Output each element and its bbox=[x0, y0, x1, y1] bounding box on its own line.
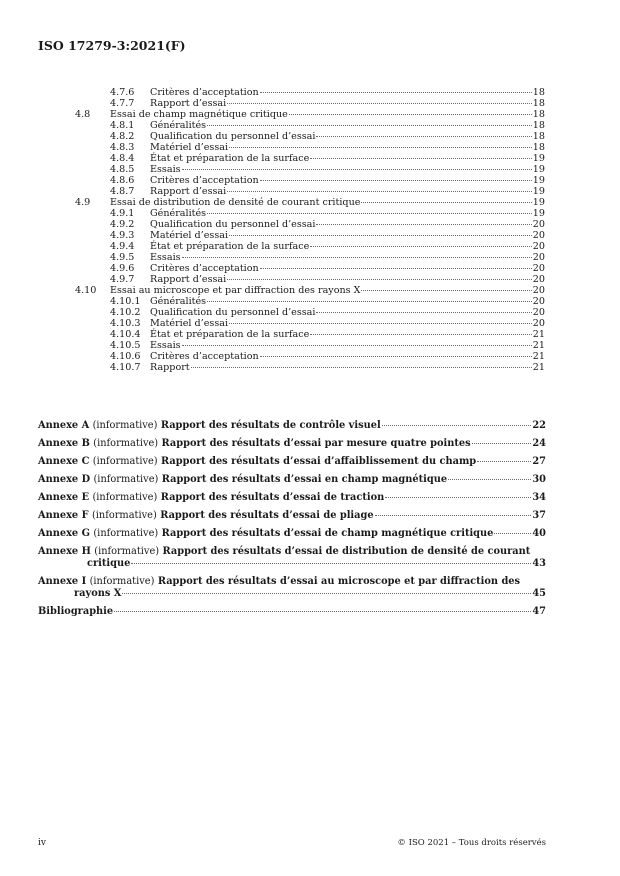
leader-dots bbox=[260, 180, 532, 181]
toc-entry[interactable] bbox=[0, 351, 620, 362]
toc-entry-page: 20 bbox=[532, 285, 545, 296]
bibliography-label: Bibliographie bbox=[38, 606, 114, 617]
toc-entry-page: 18 bbox=[532, 120, 545, 131]
leader-dots bbox=[207, 213, 532, 214]
toc-annex-a[interactable] bbox=[38, 420, 546, 432]
leader-dots bbox=[207, 125, 532, 126]
toc-entry[interactable] bbox=[0, 274, 620, 285]
toc-entry[interactable] bbox=[0, 285, 620, 296]
toc-entry-number: 4.9.6 bbox=[110, 263, 135, 274]
toc-entry-page: 20 bbox=[532, 241, 545, 252]
toc-entry[interactable] bbox=[0, 208, 620, 219]
annex-label: Annexe E bbox=[38, 492, 90, 503]
toc-entry-title: Qualification du personnel d’essai bbox=[150, 219, 316, 230]
toc-entry-title: Critères d’acceptation bbox=[150, 87, 259, 98]
toc-entry-number: 4.9.3 bbox=[110, 230, 135, 241]
leader-dots bbox=[472, 443, 532, 444]
toc-entry-title: Essais bbox=[150, 164, 181, 175]
annex-title-continued: rayons X bbox=[74, 588, 122, 599]
toc-entry-number: 4.8.6 bbox=[110, 175, 135, 186]
toc-annex-c[interactable] bbox=[38, 456, 546, 468]
annex-type: (informative) bbox=[93, 528, 159, 539]
leader-dots bbox=[191, 367, 532, 368]
leader-dots bbox=[361, 290, 531, 291]
toc-entry-number: 4.10 bbox=[75, 285, 97, 296]
toc-entry-number: 4.9.4 bbox=[110, 241, 135, 252]
toc-entry[interactable] bbox=[0, 197, 620, 208]
toc-entry-number: 4.8.3 bbox=[110, 142, 135, 153]
toc-entry-title: Essai de champ magnétique critique bbox=[110, 109, 288, 120]
leader-dots bbox=[260, 268, 532, 269]
leader-dots bbox=[229, 235, 532, 236]
toc-entry-number: 4.8.7 bbox=[110, 186, 135, 197]
toc-entry-title: État et préparation de la surface bbox=[150, 329, 310, 340]
toc-entry-page: 18 bbox=[532, 142, 545, 153]
toc-entry-title: Essais bbox=[150, 340, 181, 351]
toc-entry-title: Généralités bbox=[150, 296, 207, 307]
toc-entry-page: 20 bbox=[532, 219, 545, 230]
leader-dots bbox=[114, 611, 531, 612]
toc-entry-number: 4.10.5 bbox=[110, 340, 141, 351]
toc-entry-title: État et préparation de la surface bbox=[150, 241, 310, 252]
copyright-notice: © ISO 2021 – Tous droits réservés bbox=[397, 838, 546, 848]
toc-annex-g[interactable] bbox=[38, 528, 546, 540]
toc-entry-page: 21 bbox=[532, 340, 545, 351]
annex-page: 24 bbox=[532, 438, 546, 449]
annex-title-continued: critique bbox=[87, 558, 131, 569]
annex-label: Annexe G bbox=[38, 528, 90, 539]
annex-list bbox=[38, 420, 546, 624]
toc-entry[interactable] bbox=[0, 109, 620, 120]
toc-entry-number: 4.7.6 bbox=[110, 87, 135, 98]
annex-page: 34 bbox=[532, 492, 546, 503]
annex-label: Annexe H bbox=[38, 546, 91, 557]
toc-annex-i[interactable] bbox=[38, 576, 546, 600]
toc-entry-page: 19 bbox=[532, 197, 545, 208]
annex-title: Rapport des résultats d’essai au microscope et par diffraction des bbox=[157, 576, 521, 587]
leader-dots bbox=[182, 345, 532, 346]
toc-entry-title: Rapport d’essai bbox=[150, 274, 227, 285]
leader-dots bbox=[494, 533, 531, 534]
toc-entry[interactable] bbox=[0, 296, 620, 307]
toc-entry-number: 4.10.7 bbox=[110, 362, 141, 373]
annex-type: (informative) bbox=[94, 546, 160, 557]
toc-entry[interactable] bbox=[0, 142, 620, 153]
annex-title: Rapport des résultats d’essai de champ magnétique critique bbox=[161, 528, 494, 539]
toc-entry-number: 4.8.5 bbox=[110, 164, 135, 175]
toc-entry[interactable] bbox=[0, 329, 620, 340]
toc-entry[interactable] bbox=[0, 98, 620, 109]
annex-title: Rapport des résultats d’essai d’affaiblissement du champ bbox=[161, 456, 477, 467]
leader-dots bbox=[260, 356, 532, 357]
toc-entry-page: 21 bbox=[532, 329, 545, 340]
toc-entry[interactable] bbox=[0, 186, 620, 197]
toc-entry[interactable] bbox=[0, 362, 620, 373]
toc-entry[interactable] bbox=[0, 175, 620, 186]
toc-annex-e[interactable] bbox=[38, 492, 546, 504]
annex-title: Rapport des résultats d’essai de distribution de densité de courant bbox=[162, 546, 531, 557]
toc-annex-h[interactable] bbox=[38, 546, 546, 570]
toc-entry-number: 4.10.1 bbox=[110, 296, 141, 307]
toc-entry[interactable] bbox=[0, 241, 620, 252]
toc-entry-title: Essais bbox=[150, 252, 181, 263]
leader-dots bbox=[227, 103, 532, 104]
toc-entry-title: Essai au microscope et par diffraction des rayons X bbox=[110, 285, 361, 296]
leader-dots bbox=[182, 257, 532, 258]
toc-entry[interactable] bbox=[0, 263, 620, 274]
toc-annex-b[interactable] bbox=[38, 438, 546, 450]
leader-dots bbox=[310, 246, 532, 247]
toc-entry[interactable] bbox=[0, 340, 620, 351]
toc-entry-title: Critères d’acceptation bbox=[150, 351, 259, 362]
toc-entry-title: Matériel d’essai bbox=[150, 230, 229, 241]
toc-bibliography[interactable] bbox=[38, 606, 546, 618]
toc-entry-title: Qualification du personnel d’essai bbox=[150, 307, 316, 318]
annex-type: (informative) bbox=[91, 510, 157, 521]
toc-entry-page: 20 bbox=[532, 263, 545, 274]
leader-dots bbox=[207, 301, 532, 302]
annex-title: Rapport des résultats d’essai en champ magnétique bbox=[161, 474, 448, 485]
annex-label: Annexe D bbox=[38, 474, 91, 485]
toc-entry[interactable] bbox=[0, 164, 620, 175]
toc-entry[interactable] bbox=[0, 153, 620, 164]
annex-type: (informative) bbox=[93, 438, 159, 449]
leader-dots bbox=[229, 323, 532, 324]
toc-entry-page: 19 bbox=[532, 164, 545, 175]
annex-label: Annexe I bbox=[38, 576, 87, 587]
toc-entry-title: Qualification du personnel d’essai bbox=[150, 131, 316, 142]
toc-entry-page: 20 bbox=[532, 230, 545, 241]
toc-entry-number: 4.9.7 bbox=[110, 274, 135, 285]
annex-label: Annexe B bbox=[38, 438, 90, 449]
leader-dots bbox=[316, 136, 531, 137]
leader-dots bbox=[316, 224, 531, 225]
toc-annex-f[interactable] bbox=[38, 510, 546, 522]
table-of-contents bbox=[0, 87, 620, 373]
toc-entry[interactable] bbox=[0, 307, 620, 318]
annex-page: 43 bbox=[532, 558, 546, 569]
toc-entry-title: Rapport bbox=[150, 362, 190, 373]
annex-page: 27 bbox=[532, 456, 546, 467]
leader-dots bbox=[122, 593, 531, 594]
annex-page: 40 bbox=[532, 528, 546, 539]
toc-entry-page: 18 bbox=[532, 87, 545, 98]
toc-entry-number: 4.8 bbox=[75, 109, 91, 120]
toc-entry-page: 21 bbox=[532, 362, 545, 373]
leader-dots bbox=[289, 114, 532, 115]
toc-entry-title: Matériel d’essai bbox=[150, 318, 229, 329]
toc-entry-title: Rapport d’essai bbox=[150, 186, 227, 197]
leader-dots bbox=[227, 191, 532, 192]
leader-dots bbox=[229, 147, 532, 148]
leader-dots bbox=[227, 279, 532, 280]
toc-entry-number: 4.8.1 bbox=[110, 120, 135, 131]
annex-page: 45 bbox=[532, 588, 546, 599]
annex-type: (informative) bbox=[92, 492, 158, 503]
leader-dots bbox=[477, 461, 531, 462]
toc-entry-page: 20 bbox=[532, 318, 545, 329]
toc-entry-number: 4.7.7 bbox=[110, 98, 135, 109]
document-header: ISO 17279-3:2021(F) bbox=[38, 38, 186, 53]
annex-type: (informative) bbox=[89, 576, 155, 587]
toc-entry[interactable] bbox=[0, 318, 620, 329]
toc-entry-page: 20 bbox=[532, 274, 545, 285]
toc-entry-number: 4.10.6 bbox=[110, 351, 141, 362]
annex-page: 22 bbox=[532, 420, 546, 431]
toc-entry-page: 20 bbox=[532, 307, 545, 318]
toc-entry[interactable] bbox=[0, 120, 620, 131]
toc-entry-title: Critères d’acceptation bbox=[150, 175, 259, 186]
toc-entry-page: 21 bbox=[532, 351, 545, 362]
leader-dots bbox=[310, 158, 532, 159]
leader-dots bbox=[385, 497, 531, 498]
toc-entry-number: 4.9 bbox=[75, 197, 91, 208]
toc-entry[interactable] bbox=[0, 87, 620, 98]
annex-type: (informative) bbox=[92, 456, 158, 467]
leader-dots bbox=[361, 202, 531, 203]
leader-dots bbox=[316, 312, 531, 313]
leader-dots bbox=[375, 515, 532, 516]
annex-type: (informative) bbox=[92, 420, 158, 431]
annex-title: Rapport des résultats de contrôle visuel bbox=[160, 420, 381, 431]
toc-entry-number: 4.10.4 bbox=[110, 329, 141, 340]
toc-entry-page: 19 bbox=[532, 153, 545, 164]
toc-entry-title: Essai de distribution de densité de courant critique bbox=[110, 197, 361, 208]
toc-entry-page: 20 bbox=[532, 296, 545, 307]
toc-entry-number: 4.8.4 bbox=[110, 153, 135, 164]
annex-title: Rapport des résultats d’essai de traction bbox=[160, 492, 385, 503]
toc-entry-number: 4.9.1 bbox=[110, 208, 135, 219]
annex-page: 37 bbox=[532, 510, 546, 521]
bibliography-page: 47 bbox=[532, 606, 546, 617]
toc-entry-page: 18 bbox=[532, 98, 545, 109]
leader-dots bbox=[448, 479, 531, 480]
leader-dots bbox=[182, 169, 532, 170]
toc-entry[interactable] bbox=[0, 131, 620, 142]
annex-label: Annexe C bbox=[38, 456, 90, 467]
toc-annex-d[interactable] bbox=[38, 474, 546, 486]
toc-entry-title: Matériel d’essai bbox=[150, 142, 229, 153]
toc-entry-page: 18 bbox=[532, 109, 545, 120]
annex-type: (informative) bbox=[93, 474, 159, 485]
toc-entry-number: 4.10.2 bbox=[110, 307, 141, 318]
leader-dots bbox=[260, 92, 532, 93]
toc-entry[interactable] bbox=[0, 219, 620, 230]
toc-entry-page: 18 bbox=[532, 131, 545, 142]
toc-entry-title: État et préparation de la surface bbox=[150, 153, 310, 164]
toc-entry-number: 4.9.5 bbox=[110, 252, 135, 263]
annex-label: Annexe A bbox=[38, 420, 90, 431]
toc-entry-number: 4.10.3 bbox=[110, 318, 141, 329]
leader-dots bbox=[382, 425, 532, 426]
toc-entry-number: 4.9.2 bbox=[110, 219, 135, 230]
annex-title: Rapport des résultats d’essai par mesure quatre pointes bbox=[161, 438, 471, 449]
annex-page: 30 bbox=[532, 474, 546, 485]
toc-entry[interactable] bbox=[0, 230, 620, 241]
toc-entry-page: 19 bbox=[532, 208, 545, 219]
toc-entry[interactable] bbox=[0, 252, 620, 263]
toc-entry-number: 4.8.2 bbox=[110, 131, 135, 142]
leader-dots bbox=[310, 334, 532, 335]
toc-entry-page: 19 bbox=[532, 175, 545, 186]
toc-entry-title: Généralités bbox=[150, 208, 207, 219]
toc-entry-title: Rapport d’essai bbox=[150, 98, 227, 109]
toc-entry-title: Généralités bbox=[150, 120, 207, 131]
toc-entry-title: Critères d’acceptation bbox=[150, 263, 259, 274]
annex-label: Annexe F bbox=[38, 510, 89, 521]
toc-entry-page: 20 bbox=[532, 252, 545, 263]
leader-dots bbox=[131, 563, 531, 564]
page-number: iv bbox=[38, 838, 46, 848]
annex-title: Rapport des résultats d’essai de pliage bbox=[160, 510, 374, 521]
toc-entry-page: 19 bbox=[532, 186, 545, 197]
